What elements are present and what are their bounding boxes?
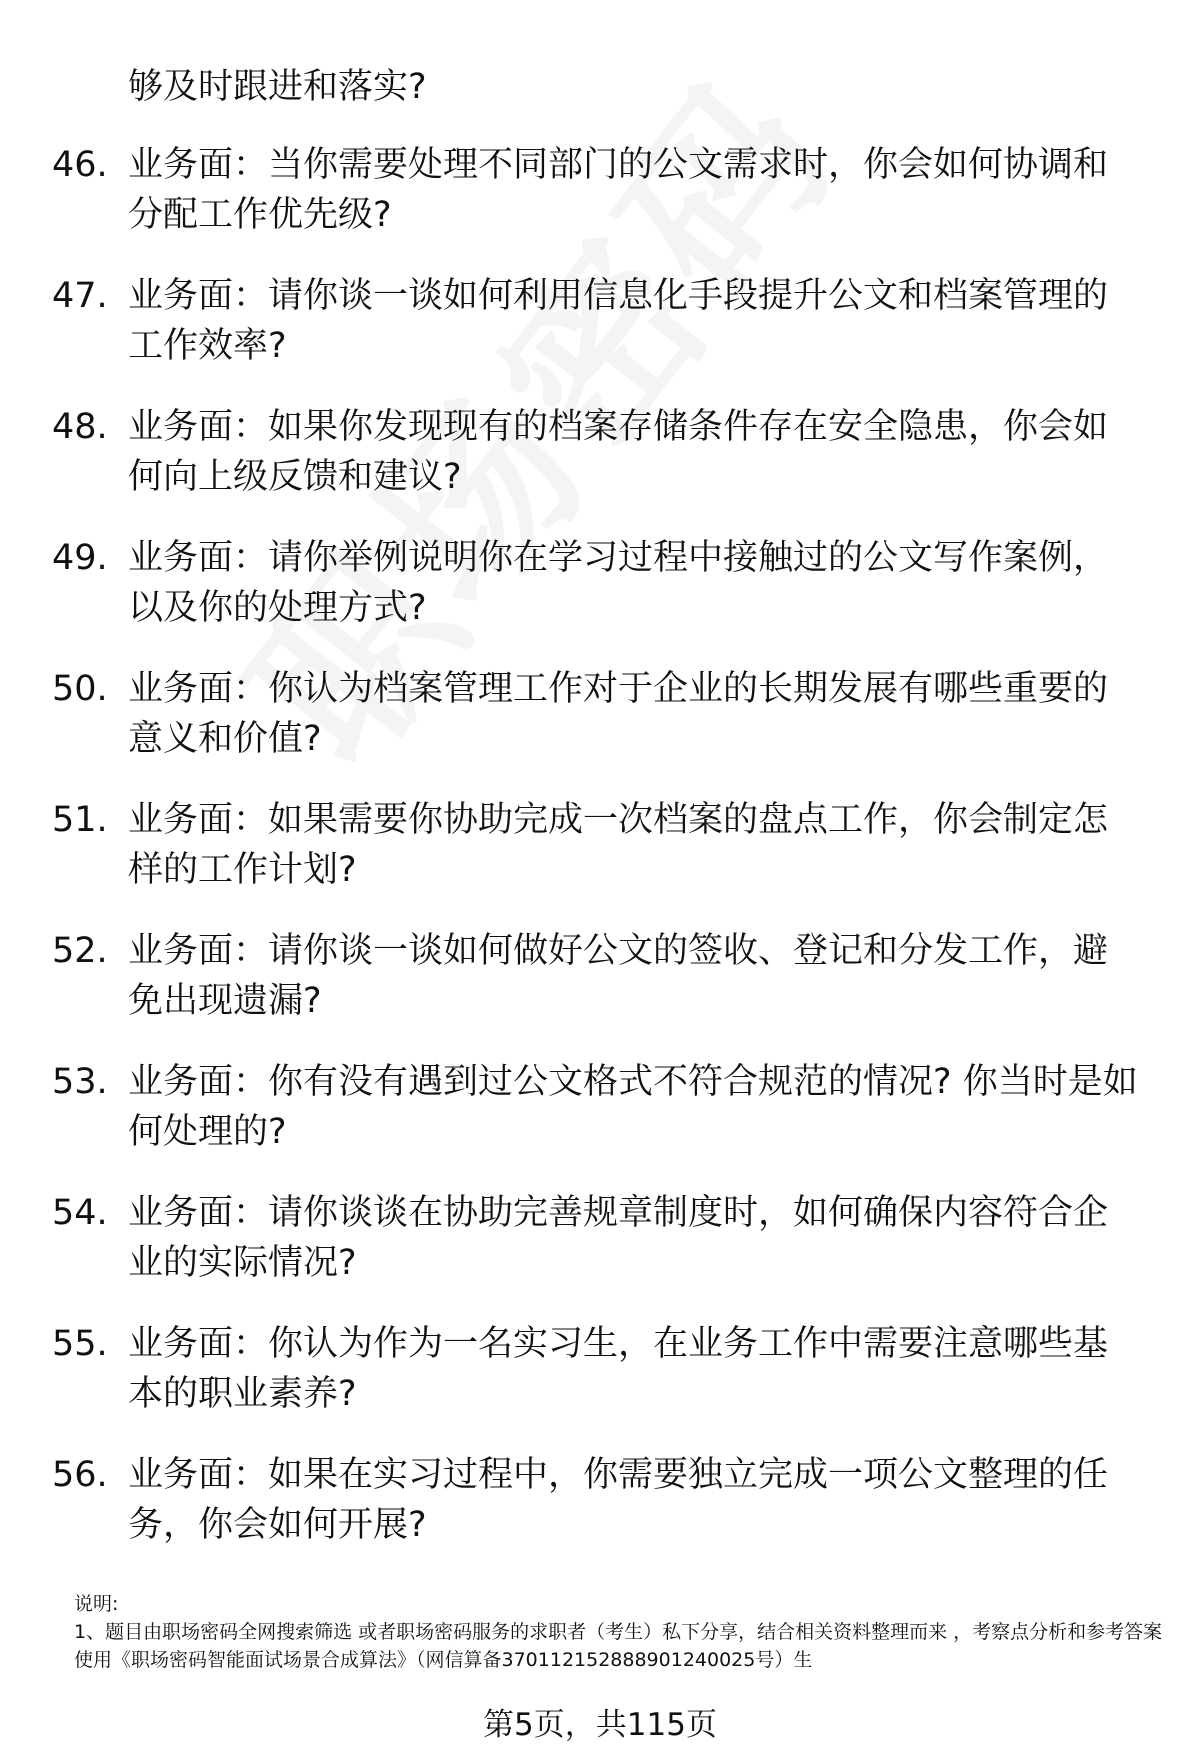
notes-section: [74, 1590, 1164, 1674]
question-number: 46.: [52, 145, 108, 185]
question-item: [0, 402, 1200, 533]
question-text: 业务面：请你谈一谈如何做好公文的签收、登记和分发工作，避免出现遗漏?: [128, 931, 1109, 1021]
question-text: 业务面：你有没有遇到过公文格式不符合规范的情况? 你当时是如何处理的?: [128, 1062, 1138, 1152]
question-number: 56.: [52, 1455, 108, 1495]
question-item: [0, 664, 1200, 795]
question-item: [0, 533, 1200, 664]
question-text: 业务面：请你谈谈在协助完善规章制度时，如何确保内容符合企业的实际情况?: [128, 1193, 1109, 1283]
question-text: 业务面：如果你发现现有的档案存储条件存在安全隐患，你会如何向上级反馈和建议?: [128, 407, 1109, 497]
question-text: 业务面：当你需要处理不同部门的公文需求时，你会如何协调和分配工作优先级?: [128, 145, 1109, 235]
question-item: [0, 1450, 1200, 1581]
continuation-text: 够及时跟进和落实?: [128, 67, 427, 107]
question-list: [0, 140, 1200, 1581]
notes-line: 1、题目由职场密码全网搜索筛选 或者职场密码服务的求职者（考生）私下分享，结合相关资料整理而来 ，考察点分析和参考答案使用《职场密码智能面试场景合成算法》（网信算备370112152888901240025号）生: [74, 1621, 1163, 1671]
question-text: 业务面：请你举例说明你在学习过程中接触过的公文写作案例，以及你的处理方式?: [128, 538, 1109, 628]
question-number: 50.: [52, 669, 108, 709]
page-footer: 第5页，共115页: [483, 1707, 717, 1743]
question-text: 业务面：你认为作为一名实习生，在业务工作中需要注意哪些基本的职业素养?: [128, 1324, 1109, 1414]
question-number: 55.: [52, 1324, 108, 1364]
question-number: 52.: [52, 931, 108, 971]
question-item: [0, 1057, 1200, 1188]
question-item: [0, 1188, 1200, 1319]
question-number: 53.: [52, 1062, 108, 1102]
question-text: 业务面：你认为档案管理工作对于企业的长期发展有哪些重要的意义和价值?: [128, 669, 1109, 759]
question-text: 业务面：如果需要你协助完成一次档案的盘点工作，你会制定怎样的工作计划?: [128, 800, 1109, 890]
question-number: 47.: [52, 276, 108, 316]
question-item: [0, 1319, 1200, 1450]
question-item: [0, 140, 1200, 271]
question-number: 49.: [52, 538, 108, 578]
question-number: 48.: [52, 407, 108, 447]
question-number: 51.: [52, 800, 108, 840]
notes-heading: 说明:: [74, 1593, 119, 1615]
question-number: 54.: [52, 1193, 108, 1233]
question-item: [0, 926, 1200, 1057]
question-item: [0, 795, 1200, 926]
question-text: 业务面：如果在实习过程中，你需要独立完成一项公文整理的任务，你会如何开展?: [128, 1455, 1109, 1545]
question-text: 业务面：请你谈一谈如何利用信息化手段提升公文和档案管理的工作效率?: [128, 276, 1109, 366]
question-item: [0, 271, 1200, 402]
